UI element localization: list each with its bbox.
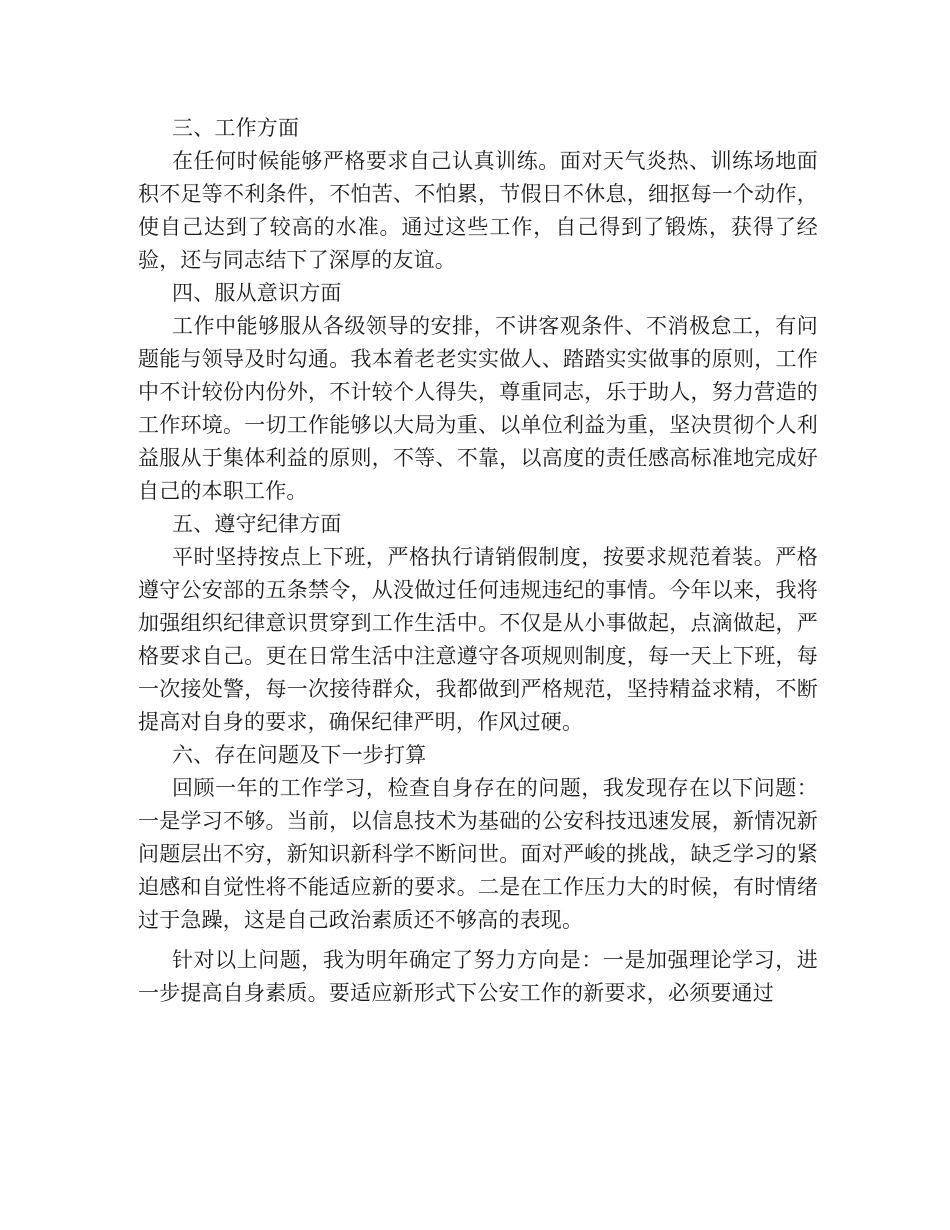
section-discipline [138,508,818,739]
document-page [138,112,818,1010]
section-heading: 四、服从意识方面 [172,281,342,305]
section-paragraph: 回顾一年的工作学习，检查自身存在的问题，我发现存在以下问题：一是学习不够。当前，以信息技术为基础的公安科技迅速发展，新情况新问题层出不穷，新知识新科学不断问世。面对严峻的挑战，缺乏学习的紧迫感和自觉性将不能适应新的要求。二是在工作压力大的时候，有时情绪过于急躁，这是自己政治素质还不够高的表现。 [138,776,818,932]
section-problems-plans [138,739,818,1010]
section-paragraph: 针对以上问题，我为明年确定了努力方向是：一是加强理论学习，进一步提高自身素质。要适应新形式下公安工作的新要求，必须要通过 [138,948,818,1005]
section-obedience [138,277,818,508]
section-paragraph: 在任何时候能够严格要求自己认真训练。面对天气炎热、训练场地面积不足等不利条件，不怕苦、不怕累，节假日不休息，细抠每一个动作，使自己达到了较高的水准。通过这些工作，自己得到了锻炼，获得了经验，还与同志结下了深厚的友谊。 [138,149,818,272]
section-paragraph: 工作中能够服从各级领导的安排，不讲客观条件、不消极怠工，有问题能与领导及时勾通。我本着老老实实做人、踏踏实实做事的原则，工作中不计较份内份外，不计较个人得失，尊重同志，乐于助人，努力营造的工作环境。一切工作能够以大局为重、以单位利益为重，坚决贯彻个人利益服从于集体利益的原则，不等、不靠，以高度的责任感高标准地完成好自己的本职工作。 [138,314,818,503]
section-heading: 三、工作方面 [172,116,300,140]
section-heading: 六、存在问题及下一步打算 [172,743,427,767]
section-work [138,112,818,277]
section-heading: 五、遵守纪律方面 [172,512,342,536]
section-paragraph: 平时坚持按点上下班，严格执行请销假制度，按要求规范着装。严格遵守公安部的五条禁令，从没做过任何违规违纪的事情。今年以来，我将加强组织纪律意识贯穿到工作生活中。不仅是从小事做起，点滴做起，严格要求自己。更在日常生活中注意遵守各项规则制度，每一天上下班，每一次接处警，每一次接待群众，我都做到严格规范，坚持精益求精，不断提高对自身的要求，确保纪律严明，作风过硬。 [138,545,818,734]
